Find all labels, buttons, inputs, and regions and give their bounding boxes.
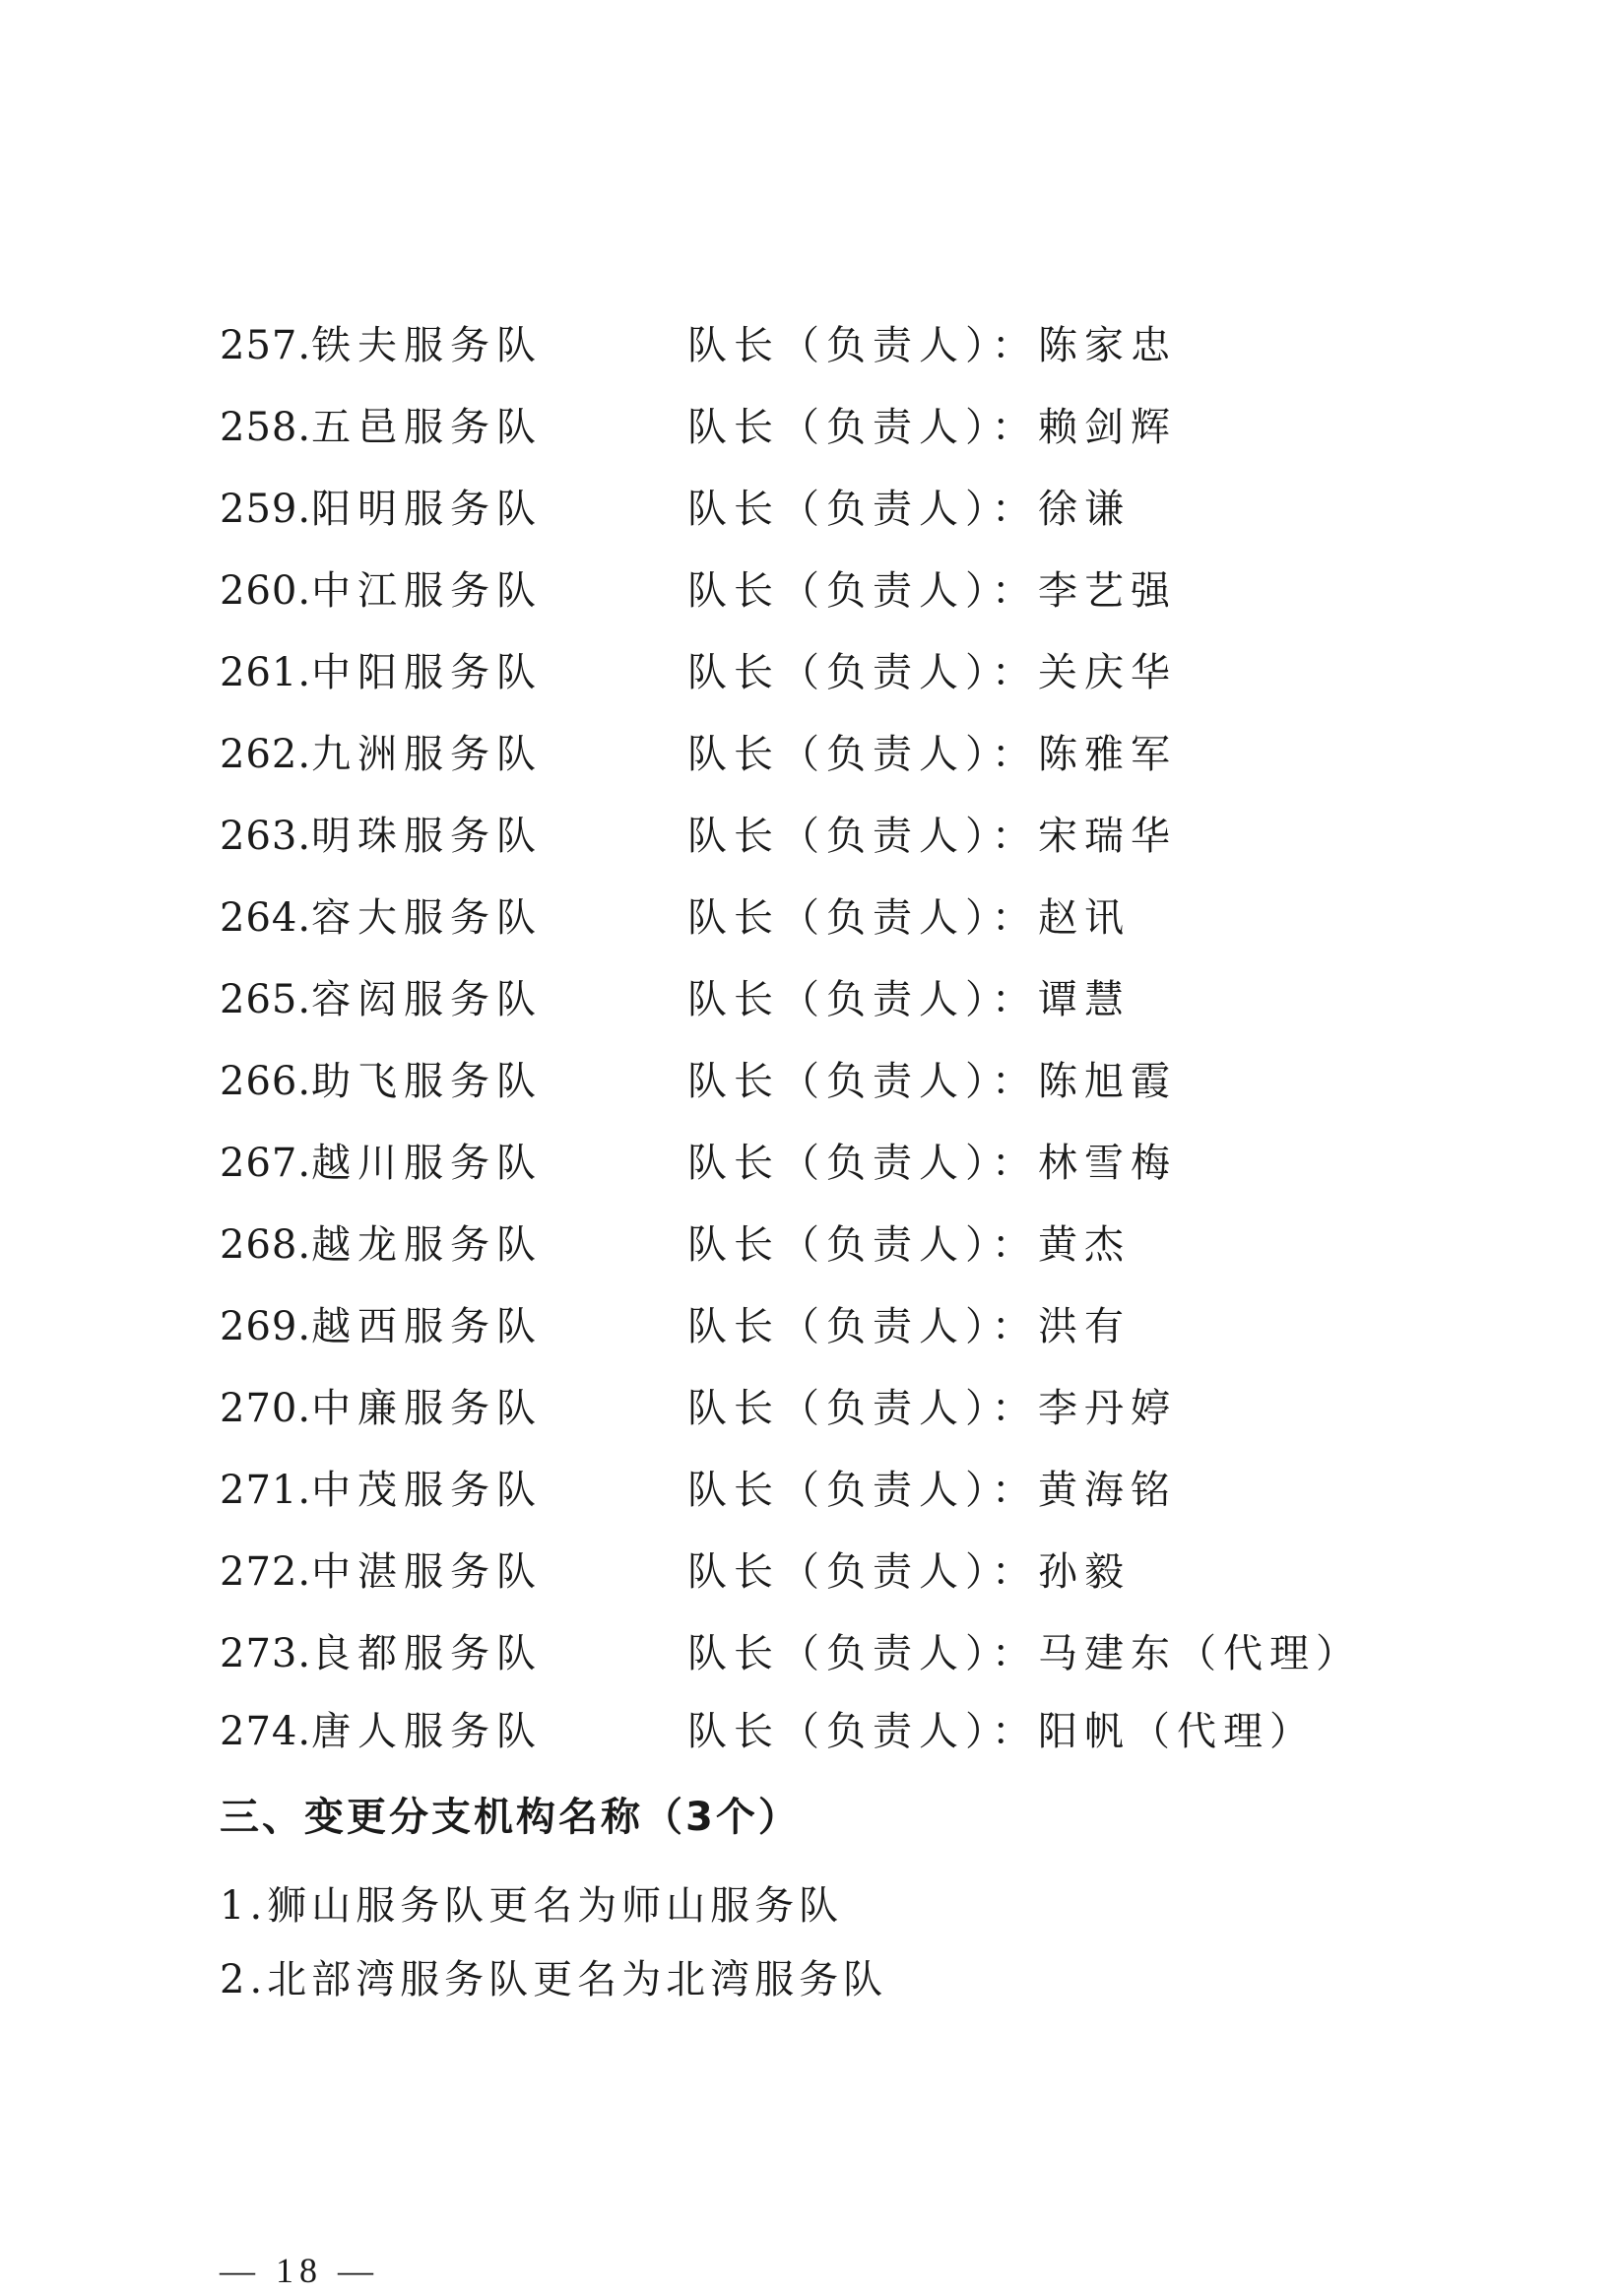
roster-number: 266. (220, 1059, 312, 1104)
leader-name: 队长（负责人）：赵讯 (687, 895, 1131, 941)
team-name: 中茂服务队 (311, 1468, 544, 1513)
team-name: 良都服务队 (311, 1631, 544, 1676)
leader-name: 队长（负责人）：陈雅军 (687, 732, 1177, 777)
change-item: 1.狮山服务队更名为师山服务队 (220, 1883, 844, 1929)
leader-name: 队长（负责人）：阳帆（代理） (687, 1709, 1316, 1754)
team-name: 容大服务队 (311, 895, 544, 941)
team-name: 明珠服务队 (311, 814, 544, 859)
roster-number: 268. (220, 1222, 312, 1268)
page-number: — 18 — (220, 2251, 379, 2290)
roster-number: 258. (220, 405, 312, 450)
roster-number: 269. (220, 1304, 312, 1349)
team-name: 越龙服务队 (311, 1222, 544, 1268)
leader-name: 队长（负责人）：宋瑞华 (687, 814, 1177, 859)
roster-row (220, 1624, 1401, 1683)
leader-name: 队长（负责人）：黄杰 (687, 1222, 1131, 1268)
roster-number: 257. (220, 323, 312, 368)
roster-number: 262. (220, 732, 312, 777)
roster-row (220, 1461, 1401, 1520)
leader-name: 队长（负责人）：马建东（代理） (687, 1631, 1362, 1676)
team-name: 九洲服务队 (311, 732, 544, 777)
team-name: 唐人服务队 (311, 1709, 544, 1754)
roster-number: 261. (220, 650, 312, 695)
roster-row (220, 1379, 1401, 1438)
team-name: 越川服务队 (311, 1141, 544, 1186)
leader-name: 队长（负责人）：李丹婷 (687, 1386, 1177, 1431)
roster-number: 260. (220, 568, 312, 614)
leader-name: 队长（负责人）：林雪梅 (687, 1141, 1177, 1186)
team-name: 中阳服务队 (311, 650, 544, 695)
leader-name: 队长（负责人）：关庆华 (687, 650, 1177, 695)
leader-name: 队长（负责人）：谭慧 (687, 977, 1131, 1022)
roster-row (220, 316, 1401, 375)
leader-name: 队长（负责人）：李艺强 (687, 568, 1177, 614)
leader-name: 队长（负责人）：洪有 (687, 1304, 1131, 1349)
roster-row (220, 1702, 1401, 1761)
roster-row (220, 1215, 1401, 1275)
roster-number: 271. (220, 1468, 312, 1513)
roster-row (220, 725, 1401, 784)
roster-row (220, 643, 1401, 702)
roster-row (220, 970, 1401, 1029)
team-name: 中湛服务队 (311, 1549, 544, 1595)
roster-number: 272. (220, 1549, 312, 1595)
leader-name: 队长（负责人）：陈旭霞 (687, 1059, 1177, 1104)
team-name: 越西服务队 (311, 1304, 544, 1349)
leader-name: 队长（负责人）：赖剑辉 (687, 405, 1177, 450)
roster-number: 259. (220, 487, 312, 532)
roster-row (220, 561, 1401, 621)
roster-row (220, 807, 1401, 866)
roster-row (220, 1052, 1401, 1111)
roster-number: 267. (220, 1141, 312, 1186)
roster-number: 263. (220, 814, 312, 859)
roster-row (220, 480, 1401, 539)
roster-number: 274. (220, 1709, 312, 1754)
team-name: 中廉服务队 (311, 1386, 544, 1431)
team-name: 中江服务队 (311, 568, 544, 614)
roster-number: 270. (220, 1386, 312, 1431)
leader-name: 队长（负责人）：陈家忠 (687, 323, 1177, 368)
roster-number: 273. (220, 1631, 312, 1676)
leader-name: 队长（负责人）：黄海铭 (687, 1468, 1177, 1513)
roster-row (220, 1134, 1401, 1193)
leader-name: 队长（负责人）：徐谦 (687, 487, 1131, 532)
roster-number: 264. (220, 895, 312, 941)
leader-name: 队长（负责人）：孙毅 (687, 1549, 1131, 1595)
team-name: 助飞服务队 (311, 1059, 544, 1104)
team-name: 容闳服务队 (311, 977, 544, 1022)
team-name: 五邑服务队 (311, 405, 544, 450)
team-name: 阳明服务队 (311, 487, 544, 532)
change-item: 2.北部湾服务队更名为北湾服务队 (220, 1957, 888, 2002)
roster-number: 265. (220, 977, 312, 1022)
section-heading: 三、变更分支机构名称（3个） (220, 1795, 801, 1840)
roster-row (220, 398, 1401, 457)
roster-row (220, 1297, 1401, 1356)
roster-row (220, 1542, 1401, 1602)
team-name: 铁夫服务队 (311, 323, 544, 368)
roster-row (220, 888, 1401, 948)
